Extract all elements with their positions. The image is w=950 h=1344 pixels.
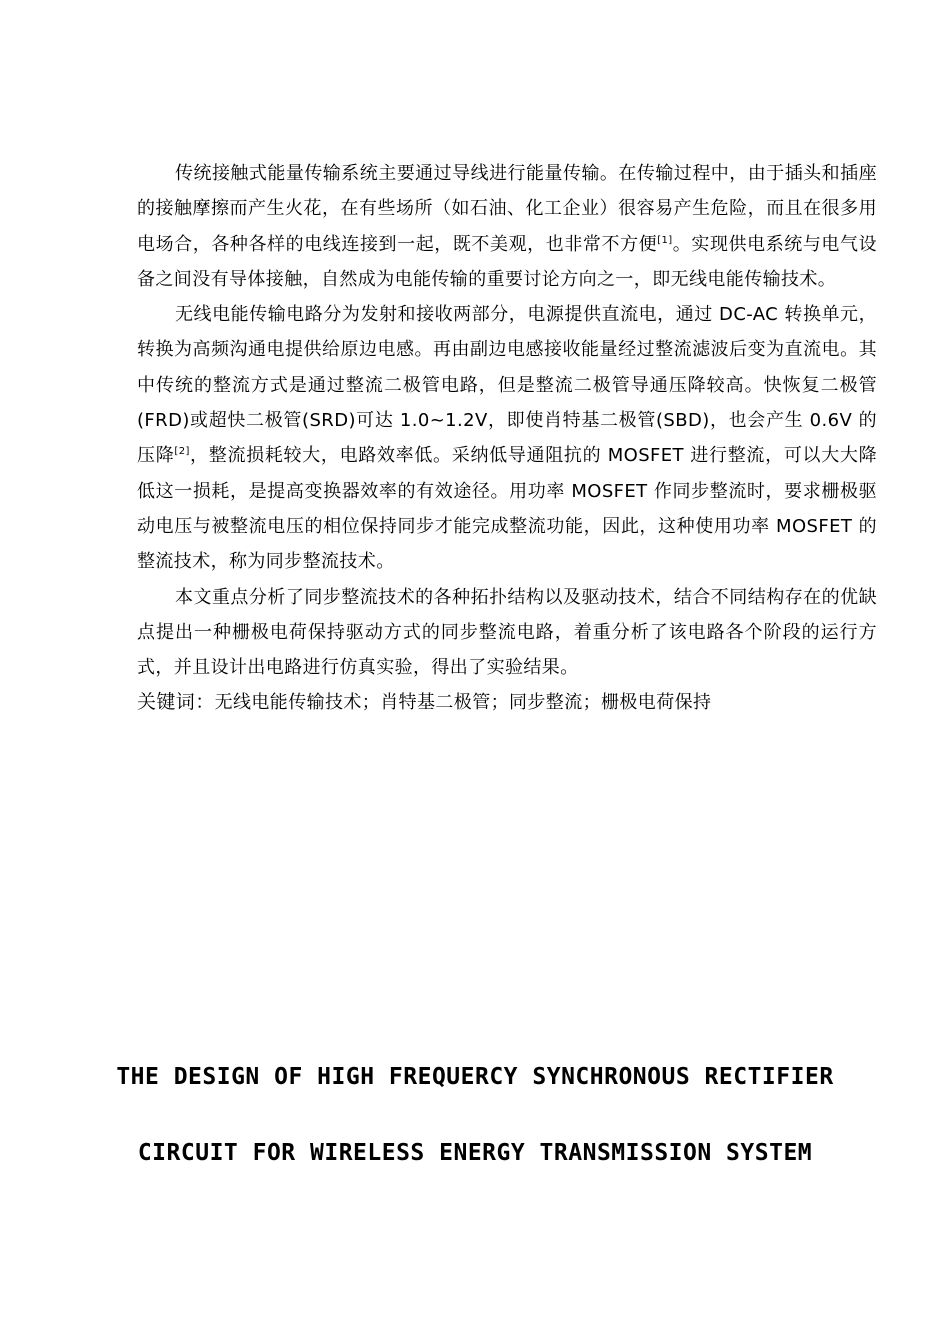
keywords-label: 关键词：: [137, 691, 215, 714]
abstract-paragraph-2: [137, 297, 877, 579]
abstract-paragraph-1-text-a: 传统接触式能量传输系统主要通过导线进行能量传输。在传输过程中，由于插头和插座的接触摩擦而产生火花，在有些场所（如石油、化工企业）很容易产生危险，而且在很多用电场合，各种各样的电线连接到一起，既不美观，也非常不方便: [137, 163, 877, 255]
abstract-paragraph-2-text-a: 无线电能传输电路分为发射和接收两部分，电源提供直流电，通过 DC-AC 转换单元，转换为高频沟通电提供给原边电感。再由副边电感接收能量经过整流滤波后变为直流电。其中传统的整流方式是通过整流二极管电路，但是整流二极管导通压降较高。快恢复二极管(FRD)或超快二极管(SRD)可达 1.0~1.2V，即使肖特基二极管(SBD)，也会产生 0.6V 的压降: [137, 304, 877, 467]
english-title-line-2: CIRCUIT FOR WIRELESS ENERGY TRANSMISSION SYSTEM: [137, 1140, 813, 1166]
citation-1: [1]: [657, 234, 673, 246]
abstract-paragraph-2-text-b: ，整流损耗较大，电路效率低。采纳低导通阻抗的 MOSFET 进行整流，可以大大降低这一损耗，是提高变换器效率的有效途径。用功率 MOSFET 作同步整流时，要求栅极驱动电压与被整流电压的相位保持同步才能完成整流功能，因此，这种使用功率 MOSFET 的整流技术，称为同步整流技术。: [137, 445, 877, 573]
english-title-line-1: THE DESIGN OF HIGH FREQUERCY SYNCHRONOUS RECTIFIER: [116, 1064, 834, 1090]
abstract-paragraph-3: 本文重点分析了同步整流技术的各种拓扑结构以及驱动技术，结合不同结构存在的优缺点提出一种栅极电荷保持驱动方式的同步整流电路，着重分析了该电路各个阶段的运行方式，并且设计出电路进行仿真实验，得出了实验结果。: [137, 586, 877, 679]
abstract-paragraph-1-text-b: 。实现供电系统与电气设备之间没有导体接触，自然成为电能传输的重要讨论方向之一，即无线电能传输技术。: [137, 233, 877, 290]
keywords-list: 无线电能传输技术；肖特基二极管；同步整流；栅极电荷保持: [214, 692, 712, 714]
chinese-abstract: [137, 156, 877, 720]
citation-2: [2]: [174, 446, 190, 458]
keywords-line: [137, 685, 877, 720]
abstract-paragraph-1: [137, 156, 877, 297]
